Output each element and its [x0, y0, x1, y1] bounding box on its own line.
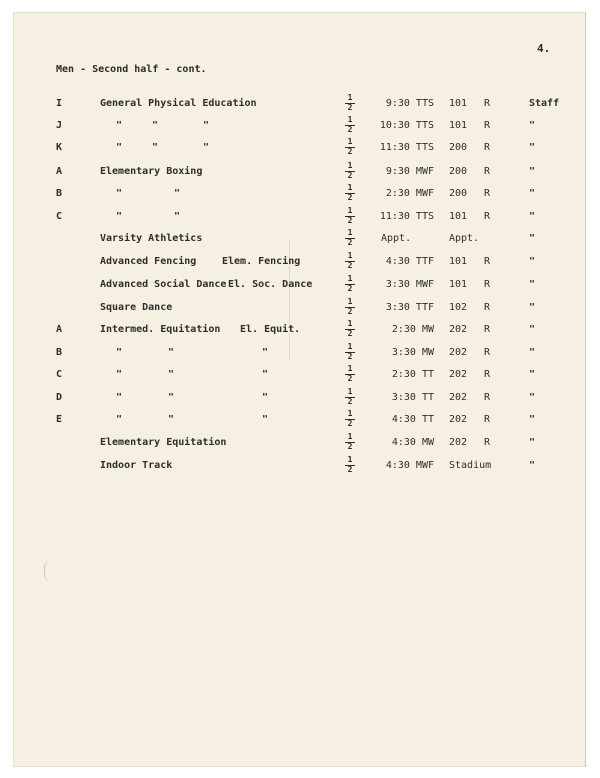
ditto-mark: " — [152, 142, 159, 153]
elementary-course-name: Elem. Fencing — [222, 256, 301, 267]
table-row — [0, 297, 600, 318]
section-letter: D — [56, 392, 63, 403]
room-number: 202 — [449, 437, 468, 448]
credit-fraction: $\frac{1}{2}$ — [345, 184, 355, 202]
meeting-time: 3:30 MW — [391, 347, 434, 358]
meeting-time: Appt. — [381, 233, 412, 244]
meeting-time: 9:30 TTS — [385, 98, 434, 109]
course-name: Varsity Athletics — [100, 233, 203, 244]
elementary-course-name: " — [262, 347, 269, 358]
room-number: 101 — [449, 120, 468, 131]
table-row — [0, 137, 600, 158]
section-letter: B — [56, 347, 63, 358]
ditto-mark: " — [152, 120, 159, 131]
instructor: " — [529, 166, 536, 177]
credit-fraction: $\frac{1}{2}$ — [345, 433, 355, 451]
course-name: Indoor Track — [100, 460, 173, 471]
credit-fraction: $\frac{1}{2}$ — [345, 229, 355, 247]
instructor: " — [529, 369, 536, 380]
instructor: " — [529, 211, 536, 222]
ditto-mark: " — [168, 392, 175, 403]
instructor: " — [529, 460, 536, 471]
room-flag: R — [484, 437, 491, 448]
course-name: " — [116, 142, 123, 153]
credit-fraction: $\frac{1}{2}$ — [345, 365, 355, 383]
room-number: 101 — [449, 256, 468, 267]
course-name: Advanced Fencing — [100, 256, 197, 267]
table-row — [0, 409, 600, 430]
room-number: 202 — [449, 392, 468, 403]
room-number: 202 — [449, 324, 468, 335]
table-row — [0, 251, 600, 272]
credit-fraction: $\frac{1}{2}$ — [345, 320, 355, 338]
room-number: 202 — [449, 347, 468, 358]
room-number: 101 — [449, 279, 468, 290]
meeting-time: 11:30 TTS — [379, 142, 434, 153]
table-row — [0, 455, 600, 476]
course-name: " — [116, 347, 123, 358]
table-row — [0, 364, 600, 385]
room-flag: R — [484, 302, 491, 313]
instructor: " — [529, 414, 536, 425]
elementary-course-name: " — [262, 414, 269, 425]
meeting-time: 4:30 MW — [391, 437, 434, 448]
room-flag: R — [484, 166, 491, 177]
elementary-course-name: " — [262, 392, 269, 403]
elementary-course-name: " — [262, 369, 269, 380]
page-heading: Men - Second half - cont. — [56, 64, 207, 75]
instructor: " — [529, 347, 536, 358]
credit-fraction: $\frac{1}{2}$ — [345, 456, 355, 474]
credit-fraction: $\frac{1}{2}$ — [345, 298, 355, 316]
course-name: " — [116, 414, 123, 425]
instructor: Staff — [529, 98, 560, 109]
room-flag: R — [484, 414, 491, 425]
room-flag: R — [484, 347, 491, 358]
elementary-course-name: El. Equit. — [240, 324, 301, 335]
course-name: " — [116, 120, 123, 131]
meeting-time: 10:30 TTS — [379, 120, 434, 131]
meeting-time: 2:30 MW — [391, 324, 434, 335]
meeting-time: 4:30 MWF — [385, 460, 434, 471]
table-row — [0, 206, 600, 227]
course-name: " — [116, 211, 123, 222]
room-flag: R — [484, 279, 491, 290]
credit-fraction: $\frac{1}{2}$ — [345, 207, 355, 225]
section-letter: C — [56, 369, 63, 380]
credit-fraction: $\frac{1}{2}$ — [345, 162, 355, 180]
meeting-time: 3:30 TTF — [385, 302, 434, 313]
course-name: Advanced Social Dance — [100, 279, 227, 290]
meeting-time: 9:30 MWF — [385, 166, 434, 177]
room-number: Appt. — [449, 233, 480, 244]
ditto-mark: " — [168, 414, 175, 425]
instructor: " — [529, 120, 536, 131]
instructor: " — [529, 437, 536, 448]
room-flag: R — [484, 324, 491, 335]
page-number: 4. — [537, 42, 551, 55]
meeting-time: 2:30 TT — [391, 369, 434, 380]
room-number: 200 — [449, 142, 468, 153]
room-flag: R — [484, 256, 491, 267]
credit-fraction: $\frac{1}{2}$ — [345, 388, 355, 406]
ditto-mark: " — [168, 369, 175, 380]
table-row — [0, 115, 600, 136]
ditto-mark: " — [203, 142, 210, 153]
course-name: Elementary Boxing — [100, 166, 203, 177]
pencil-mark — [44, 560, 53, 582]
table-row — [0, 274, 600, 295]
course-name: " — [116, 392, 123, 403]
table-row — [0, 432, 600, 453]
room-flag: R — [484, 142, 491, 153]
credit-fraction: $\frac{1}{2}$ — [345, 94, 355, 112]
credit-fraction: $\frac{1}{2}$ — [345, 275, 355, 293]
course-name: Intermed. Equitation — [100, 324, 221, 335]
meeting-time: 4:30 TT — [391, 414, 434, 425]
room-flag: R — [484, 188, 491, 199]
credit-fraction: $\frac{1}{2}$ — [345, 343, 355, 361]
instructor: " — [529, 142, 536, 153]
table-row — [0, 228, 600, 249]
instructor: " — [529, 188, 536, 199]
credit-fraction: $\frac{1}{2}$ — [345, 252, 355, 270]
table-row — [0, 342, 600, 363]
instructor: " — [529, 233, 536, 244]
instructor: " — [529, 302, 536, 313]
section-letter: J — [56, 120, 63, 131]
meeting-time: 4:30 TTF — [385, 256, 434, 267]
room-flag: R — [484, 120, 491, 131]
room-flag: R — [484, 211, 491, 222]
section-letter: C — [56, 211, 63, 222]
instructor: " — [529, 324, 536, 335]
room-number: 200 — [449, 188, 468, 199]
room-number: 102 — [449, 302, 468, 313]
course-name: General Physical Education — [100, 98, 257, 109]
section-letter: I — [56, 98, 63, 109]
ditto-mark: " — [168, 347, 175, 358]
meeting-time: 11:30 TTS — [379, 211, 434, 222]
instructor: " — [529, 256, 536, 267]
section-letter: A — [56, 324, 63, 335]
room-number: Stadium — [449, 460, 492, 471]
table-row — [0, 161, 600, 182]
ditto-mark: " — [174, 211, 181, 222]
table-row — [0, 319, 600, 340]
section-letter: E — [56, 414, 63, 425]
table-row — [0, 183, 600, 204]
table-row — [0, 93, 600, 114]
elementary-course-name: El. Soc. Dance — [228, 279, 313, 290]
ditto-mark: " — [174, 188, 181, 199]
section-letter: B — [56, 188, 63, 199]
ditto-mark: " — [203, 120, 210, 131]
room-number: 202 — [449, 414, 468, 425]
room-flag: R — [484, 392, 491, 403]
room-number: 202 — [449, 369, 468, 380]
course-name: Square Dance — [100, 302, 173, 313]
meeting-time: 3:30 TT — [391, 392, 434, 403]
room-number: 101 — [449, 98, 468, 109]
instructor: " — [529, 279, 536, 290]
room-flag: R — [484, 369, 491, 380]
credit-fraction: $\frac{1}{2}$ — [345, 138, 355, 156]
credit-fraction: $\frac{1}{2}$ — [345, 410, 355, 428]
instructor: " — [529, 392, 536, 403]
meeting-time: 2:30 MWF — [385, 188, 434, 199]
course-name: " — [116, 188, 123, 199]
course-name: Elementary Equitation — [100, 437, 227, 448]
section-letter: A — [56, 166, 63, 177]
course-name: " — [116, 369, 123, 380]
table-row — [0, 387, 600, 408]
room-flag: R — [484, 98, 491, 109]
room-number: 101 — [449, 211, 468, 222]
room-number: 200 — [449, 166, 468, 177]
credit-fraction: $\frac{1}{2}$ — [345, 116, 355, 134]
meeting-time: 3:30 MWF — [385, 279, 434, 290]
section-letter: K — [56, 142, 63, 153]
